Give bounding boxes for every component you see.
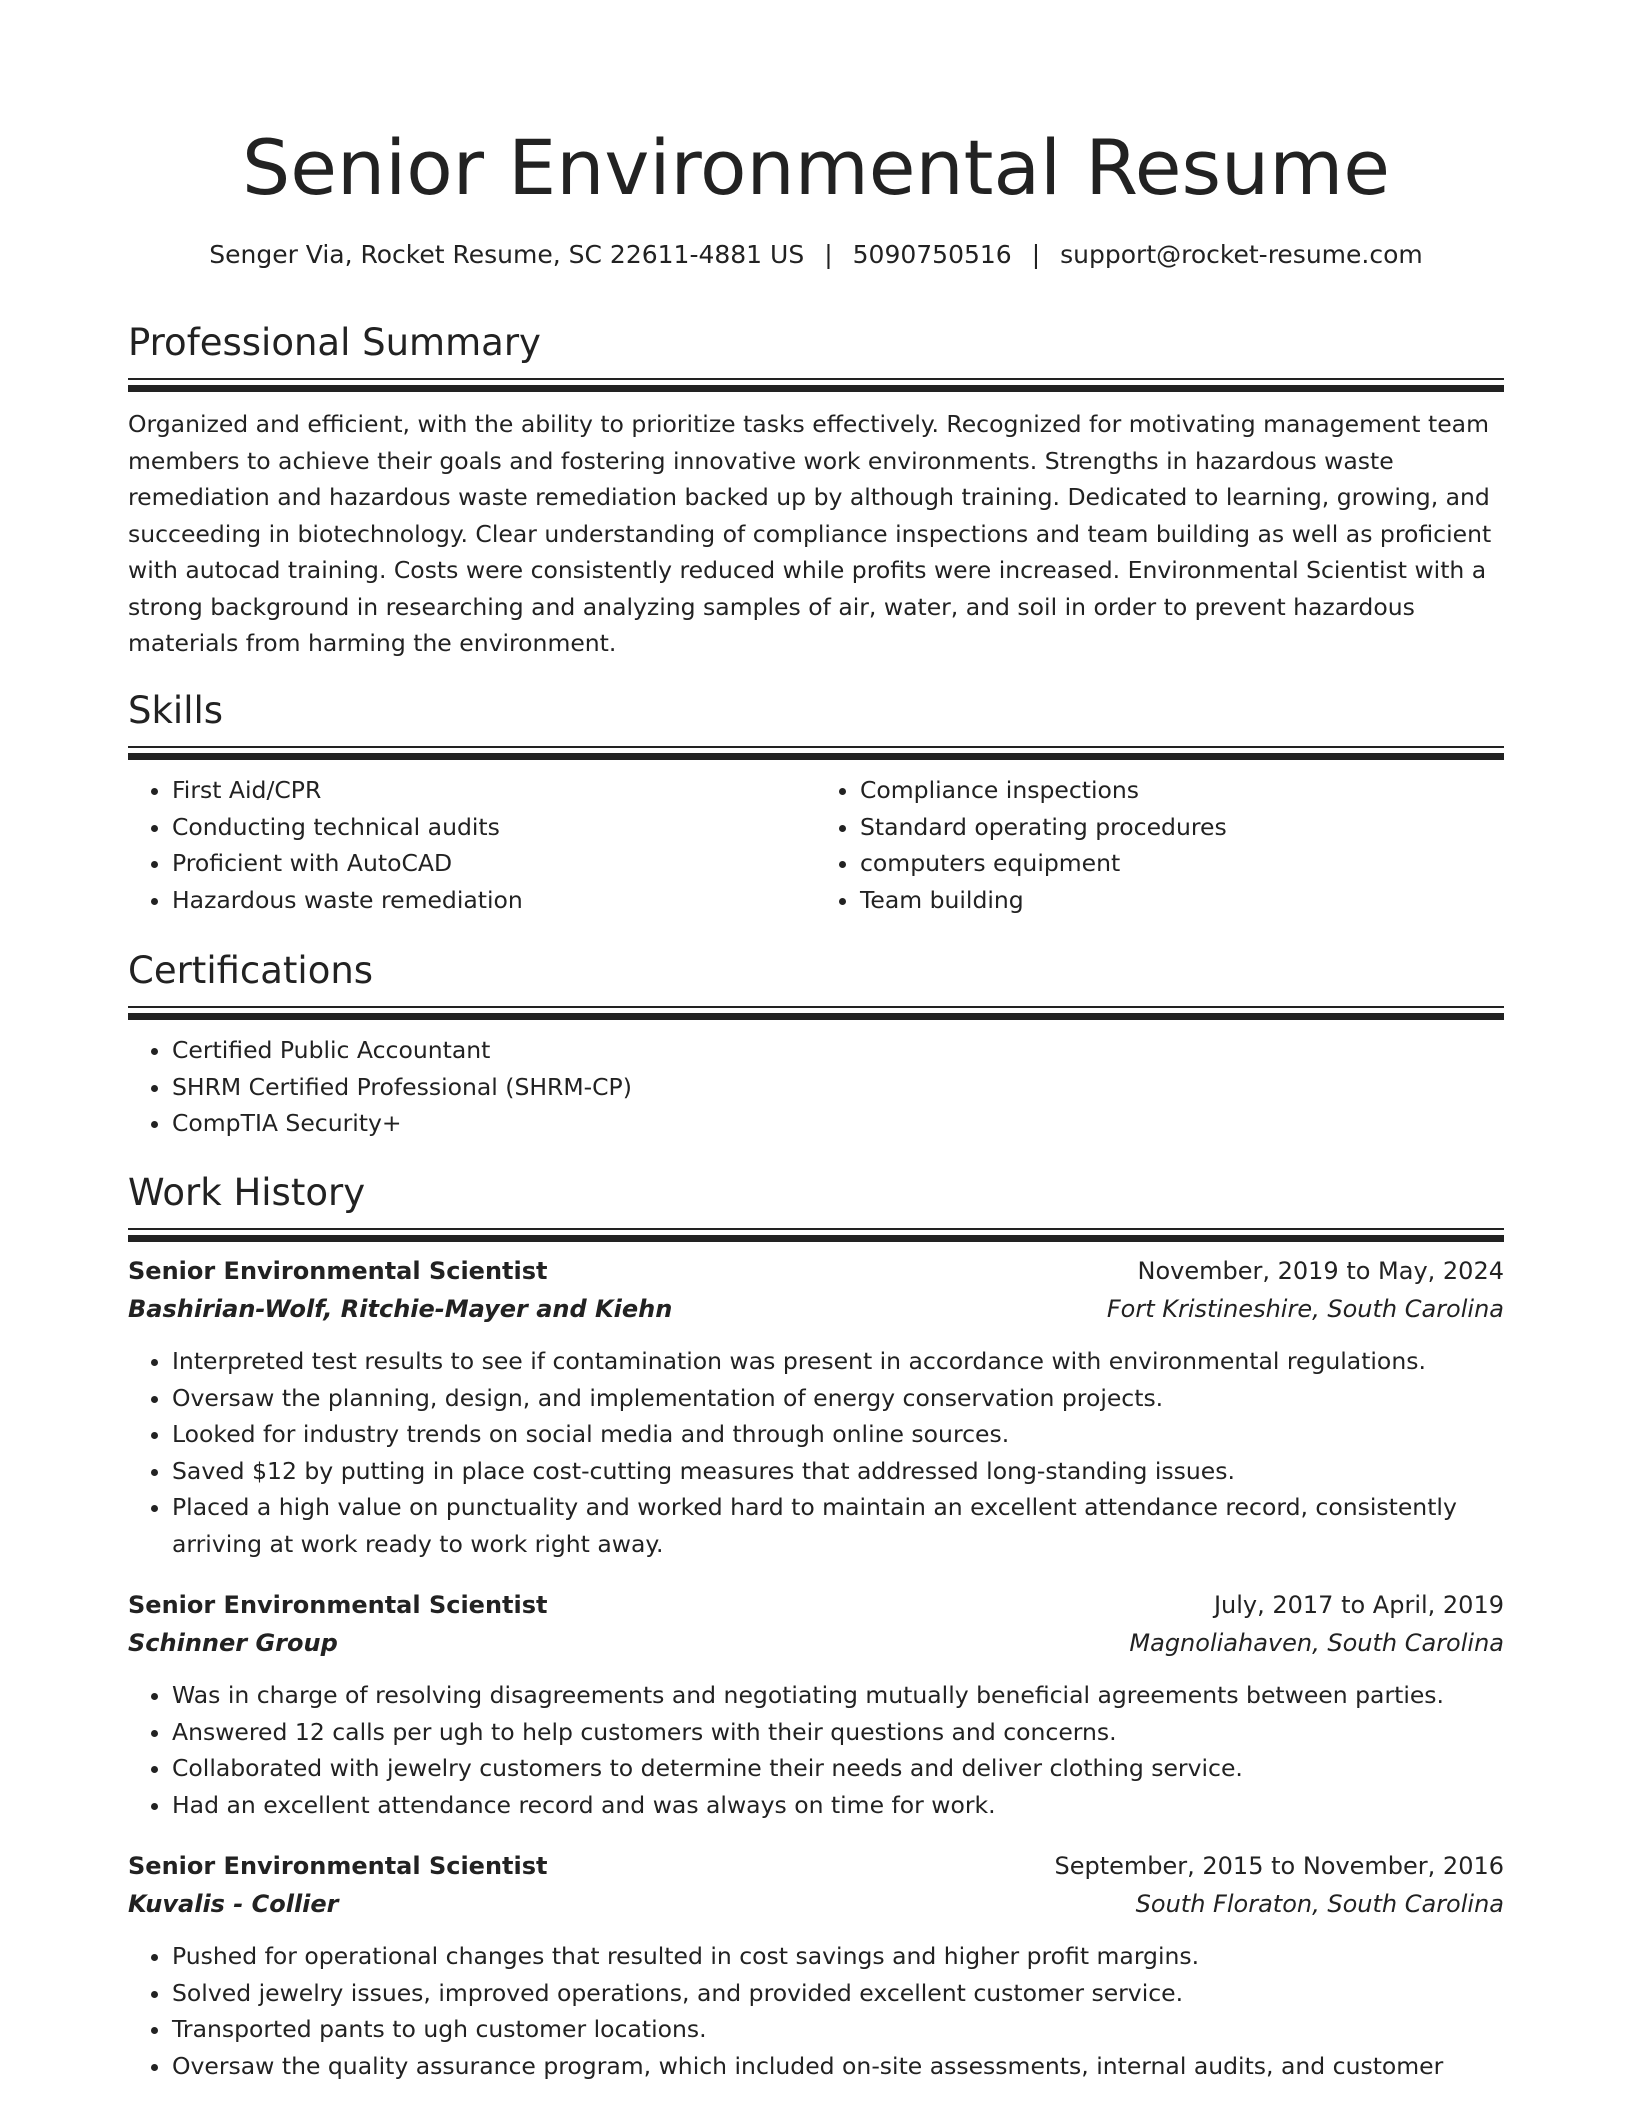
job-bullets bbox=[128, 1677, 1504, 1823]
job-title: Senior Environmental Scientist bbox=[128, 1852, 548, 1880]
job-dates: September, 2015 to November, 2016 bbox=[1054, 1852, 1504, 1880]
skills-list-right bbox=[816, 772, 1504, 918]
job-header bbox=[128, 1586, 1504, 1624]
section-divider bbox=[128, 746, 1504, 760]
section-divider bbox=[128, 1228, 1504, 1242]
job-company: Kuvalis - Collier bbox=[128, 1890, 339, 1918]
list-item: • Certified Public Accountant bbox=[172, 1032, 1504, 1069]
separator: | bbox=[824, 240, 833, 269]
list-item: • Had an excellent attendance record and was always on time for work. bbox=[172, 1787, 1504, 1824]
separator: | bbox=[1031, 240, 1041, 269]
job-location: Fort Kristineshire, South Carolina bbox=[1106, 1295, 1504, 1323]
list-item: • Oversaw the planning, design, and implementation of energy conservation projects. bbox=[172, 1380, 1504, 1417]
job-company: Bashirian-Wolf, Ritchie-Mayer and Kiehn bbox=[128, 1295, 673, 1323]
section-divider bbox=[128, 1006, 1504, 1020]
job-entry bbox=[128, 1847, 1504, 2084]
email: support@rocket-resume.com bbox=[1060, 240, 1423, 269]
summary-text: Organized and efficient, with the ability to prioritize tasks effectively. Recognized for motivating management team members to achieve their goals and fostering innovative work environments. Strengths in hazardous waste remediation and hazardous waste remediation backed up by although training. Dedicated to learning, growing, and succeeding in biotechnology. Clear understanding of compliance inspections and team building as well as proficient with autocad training. Costs were consistently reduced while profits were increased. Environmental Scientist with a strong background in researching and analyzing samples of air, water, and soil in order to prevent hazardous materials from harming the environment. bbox=[128, 410, 1492, 657]
phone: 5090750516 bbox=[852, 240, 1012, 269]
list-item: • CompTIA Security+ bbox=[172, 1105, 1504, 1142]
list-item: • Solved jewelry issues, improved operations, and provided excellent customer service. bbox=[172, 1975, 1504, 2012]
job-subheader bbox=[128, 1624, 1504, 1662]
list-item: • Transported pants to ugh customer locations. bbox=[172, 2011, 1504, 2048]
section-divider bbox=[128, 378, 1504, 392]
list-item: • computers equipment bbox=[860, 845, 1504, 882]
section-title: Skills bbox=[128, 689, 224, 732]
list-item: • Saved $12 by putting in place cost-cutting measures that addressed long-standing issues. bbox=[172, 1453, 1504, 1490]
skills-list-left bbox=[128, 772, 816, 918]
job-subheader bbox=[128, 1885, 1504, 1923]
section-title: Professional Summary bbox=[128, 321, 541, 364]
list-item: • Compliance inspections bbox=[860, 772, 1504, 809]
list-item: • Collaborated with jewelry customers to determine their needs and deliver clothing service. bbox=[172, 1750, 1504, 1787]
job-title: Senior Environmental Scientist bbox=[128, 1257, 548, 1285]
job-dates: November, 2019 to May, 2024 bbox=[1137, 1257, 1504, 1285]
job-location: Magnoliahaven, South Carolina bbox=[1129, 1629, 1504, 1657]
list-item: • Oversaw the quality assurance program, which included on-site assessments, internal audits, and customer bbox=[172, 2048, 1504, 2085]
certifications-list bbox=[128, 1032, 1504, 1142]
list-item: • Looked for industry trends on social media and through online sources. bbox=[172, 1416, 1504, 1453]
list-item: • Interpreted test results to see if contamination was present in accordance with environmental regulations. bbox=[172, 1343, 1504, 1380]
list-item: • Standard operating procedures bbox=[860, 809, 1504, 846]
list-item: • Conducting technical audits bbox=[172, 809, 816, 846]
list-item: • First Aid/CPR bbox=[172, 772, 816, 809]
job-company: Schinner Group bbox=[128, 1629, 338, 1657]
job-header bbox=[128, 1847, 1504, 1885]
job-title: Senior Environmental Scientist bbox=[128, 1591, 548, 1619]
job-location: South Floraton, South Carolina bbox=[1135, 1890, 1504, 1918]
job-bullets bbox=[128, 1938, 1504, 2084]
address: Senger Via, Rocket Resume, SC 22611-4881 US bbox=[209, 240, 805, 269]
certifications-section bbox=[128, 946, 1504, 1142]
section-title: Work History bbox=[128, 1171, 366, 1214]
section-title: Certifications bbox=[128, 949, 374, 992]
list-item: • SHRM Certified Professional (SHRM-CP) bbox=[172, 1069, 1504, 1106]
work-history-section bbox=[128, 1168, 1504, 2084]
list-item: • Answered 12 calls per ugh to help customers with their questions and concerns. bbox=[172, 1714, 1504, 1751]
skills-section bbox=[128, 686, 1504, 918]
contact-line bbox=[128, 238, 1504, 272]
summary-section bbox=[128, 318, 1504, 662]
list-item: • Proficient with AutoCAD bbox=[172, 845, 816, 882]
list-item: • Placed a high value on punctuality and worked hard to maintain an excellent attendance record, consistently arriving at work ready to work right away. bbox=[172, 1489, 1504, 1562]
list-item: • Was in charge of resolving disagreements and negotiating mutually beneficial agreements between parties. bbox=[172, 1677, 1504, 1714]
job-bullets bbox=[128, 1343, 1504, 1562]
job-entry bbox=[128, 1586, 1504, 1823]
job-subheader bbox=[128, 1290, 1504, 1328]
resume-title: Senior Environmental Resume bbox=[241, 123, 1390, 212]
list-item: • Team building bbox=[860, 882, 1504, 919]
job-dates: July, 2017 to April, 2019 bbox=[1213, 1591, 1504, 1619]
job-header bbox=[128, 1252, 1504, 1290]
list-item: • Hazardous waste remediation bbox=[172, 882, 816, 919]
job-entry bbox=[128, 1252, 1504, 1562]
list-item: • Pushed for operational changes that resulted in cost savings and higher profit margins. bbox=[172, 1938, 1504, 1975]
skills-columns bbox=[128, 772, 1504, 918]
